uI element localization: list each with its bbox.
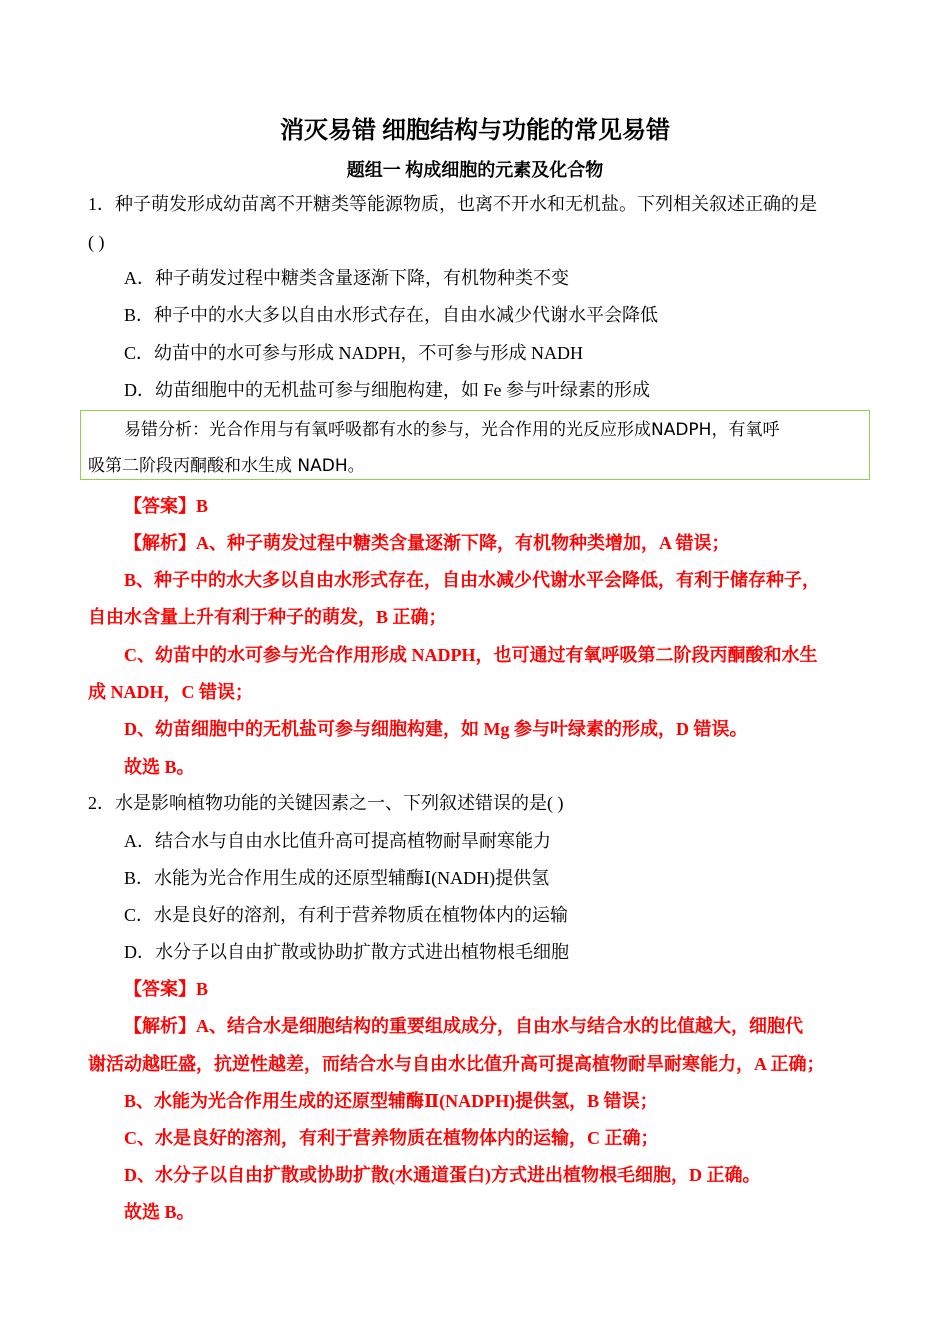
- question-1-explain-3: 自由水含量上升有利于种子的萌发，B 正确；: [88, 607, 447, 627]
- question-1-explain-2: B、种子中的水大多以自由水形式存在，自由水减少代谢水平会降低，有利于储存种子，: [124, 570, 821, 590]
- error-analysis-line-2: 吸第二阶段丙酮酸和水生成 NADH。: [88, 456, 365, 476]
- question-1-explain-1: 【解析】A、种子萌发过程中糖类含量逐渐下降，有机物种类增加，A 错误；: [124, 533, 730, 553]
- question-1-option-d: D．幼苗细胞中的无机盐可参与细胞构建，如 Fe 参与叶绿素的形成: [124, 380, 650, 400]
- question-2-explain-2: 谢活动越旺盛，抗逆性越差，而结合水与自由水比值升高可提高植物耐旱耐寒能力，A 正确；: [88, 1054, 825, 1074]
- question-1-blank: ( ): [88, 232, 105, 252]
- question-1-answer: 【答案】B: [124, 496, 209, 516]
- question-2-explain-5: D、水分子以自由扩散或协助扩散(水通道蛋白)方式进出植物根毛细胞，D 正确。: [124, 1165, 761, 1185]
- question-2-option-b: B．水能为光合作用生成的还原型辅酶Ⅰ(NADH)提供氢: [124, 868, 550, 888]
- question-2-stem: 2．水是影响植物功能的关键因素之一、下列叙述错误的是( ): [88, 793, 564, 813]
- question-2-option-d: D．水分子以自由扩散或协助扩散方式进出植物根毛细胞: [124, 942, 569, 962]
- question-2-explain-3: B、水能为光合作用生成的还原型辅酶Ⅱ(NADPH)提供氢，B 错误；: [124, 1091, 658, 1111]
- question-2-conclusion: 故选 B。: [124, 1202, 195, 1222]
- question-2-answer: 【答案】B: [124, 979, 209, 999]
- error-analysis-line-1: 易错分析：光合作用与有氧呼吸都有水的参与，光合作用的光反应形成NADPH，有氧呼: [124, 420, 780, 440]
- question-1-conclusion: 故选 B。: [124, 757, 195, 777]
- question-1-option-a: A．种子萌发过程中糖类含量逐渐下降，有机物种类不变: [124, 268, 569, 288]
- question-2-option-a: A．结合水与自由水比值升高可提高植物耐旱耐寒能力: [124, 831, 551, 851]
- page-title: 消灭易错 细胞结构与功能的常见易错: [280, 118, 670, 144]
- question-1-option-c: C．幼苗中的水可参与形成 NADPH，不可参与形成 NADH: [124, 343, 584, 363]
- question-1-stem: 1．种子萌发形成幼苗离不开糖类等能源物质，也离不开水和无机盐。下列相关叙述正确的是: [88, 194, 817, 214]
- question-2-explain-4: C、水是良好的溶剂，有利于营养物质在植物体内的运输，C 正确；: [124, 1128, 659, 1148]
- question-1-explain-6: D、幼苗细胞中的无机盐可参与细胞构建，如 Mg 参与叶绿素的形成，D 错误。: [124, 719, 748, 739]
- question-1-explain-5: 成 NADH，C 错误；: [88, 682, 253, 702]
- section-subtitle: 题组一 构成细胞的元素及化合物: [346, 160, 604, 180]
- question-1-explain-4: C、幼苗中的水可参与光合作用形成 NADPH，也可通过有氧呼吸第二阶段丙酮酸和水生: [124, 645, 818, 665]
- question-2-option-c: C．水是良好的溶剂，有利于营养物质在植物体内的运输: [124, 905, 569, 925]
- question-2-explain-1: 【解析】A、结合水是细胞结构的重要组成成分，自由水与结合水的比值越大，细胞代: [124, 1016, 803, 1036]
- question-1-option-b: B．种子中的水大多以自由水形式存在，自由水减少代谢水平会降低: [124, 305, 659, 325]
